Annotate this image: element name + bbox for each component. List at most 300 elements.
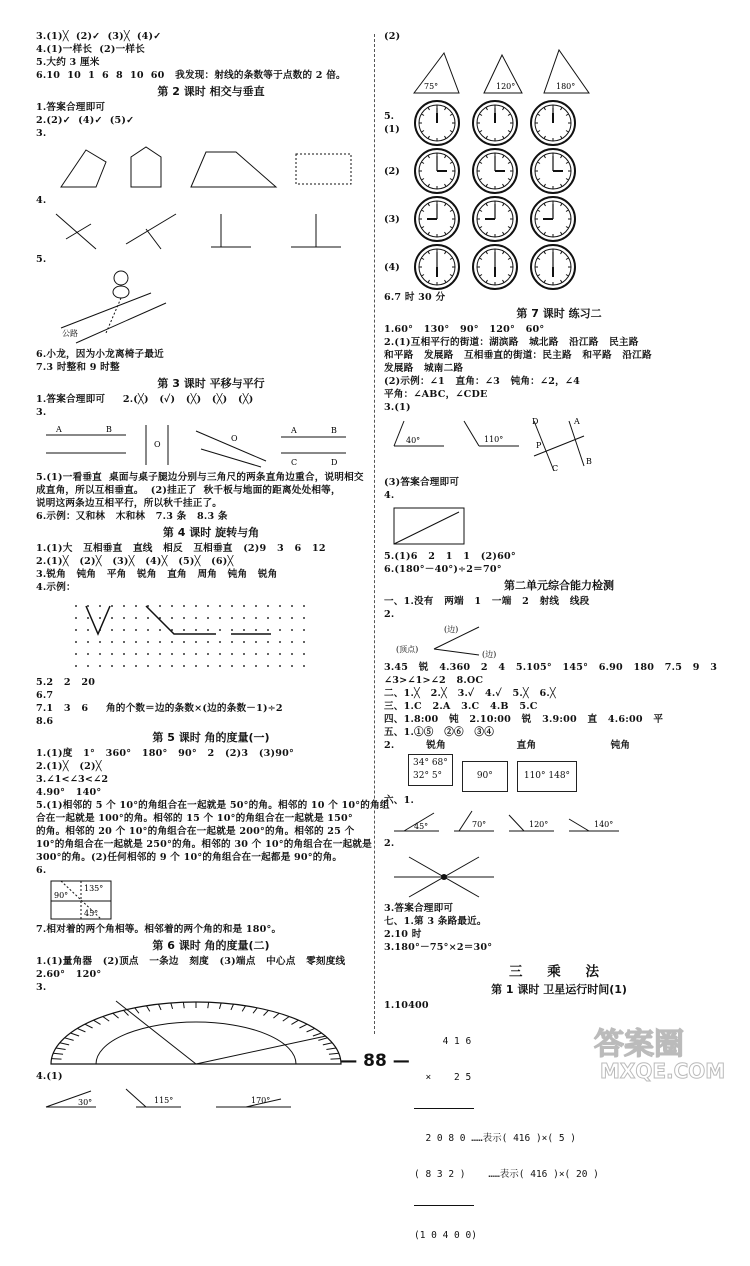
- answer-line: 5.(1)一看垂直 桌面与桌子腿边分别与三角尺的两条直角边重合，说明相交: [36, 472, 364, 483]
- grid-dot: [207, 617, 209, 619]
- grid-dot: [195, 665, 197, 667]
- answer-line: 3.(1): [384, 402, 411, 413]
- grid-dot: [159, 605, 161, 607]
- angle-label: 135°: [84, 884, 104, 893]
- grid-dot: [279, 629, 281, 631]
- grid-dot: [303, 653, 305, 655]
- answer-line: 和平路 发展路 互相垂直的街道：民主路 和平路 沿江路: [384, 350, 652, 361]
- grid-dot: [231, 665, 233, 667]
- answer-line: 4.(1)一样长 (2)一样长: [36, 44, 145, 55]
- angle-label: 170°: [251, 1096, 271, 1105]
- lesson-6-title: 第 6 课时 角的度量(二): [152, 939, 270, 952]
- lesson-5-title: 第 5 课时 角的度量(一): [152, 731, 270, 744]
- angle-part-label: (边): [482, 650, 497, 659]
- grid-dot: [195, 641, 197, 643]
- grid-dot: [255, 629, 257, 631]
- protractor-tick: [219, 1003, 221, 1009]
- monkey-road-figure: [36, 268, 356, 346]
- answer-line: 5.大约 3 厘米: [36, 57, 100, 68]
- grid-dot: [255, 653, 257, 655]
- grid-dot: [183, 641, 185, 643]
- clock-row: [384, 195, 734, 243]
- angle-label: 140°: [594, 820, 614, 829]
- protractor-tick: [85, 1024, 93, 1028]
- grid-dot: [159, 653, 161, 655]
- clock-icons: [412, 147, 612, 195]
- shapes-figure: [36, 142, 356, 192]
- obtuse-box: 110° 148°: [517, 761, 577, 792]
- grid-dot: [291, 653, 293, 655]
- grid-dot: [75, 653, 77, 655]
- protractor-tick: [124, 1010, 129, 1015]
- clock-icon: [531, 101, 575, 145]
- perpendicular-figure: [36, 209, 356, 251]
- answer-line: 6.示例：又和林 木和林 7.3 条 8.3 条: [36, 511, 228, 522]
- protractor-tick: [56, 1048, 66, 1050]
- watermark-text: 答案圈: [594, 1027, 684, 1062]
- clock-icon: [531, 149, 575, 193]
- grid-dot: [87, 641, 89, 643]
- grid-dot: [75, 629, 77, 631]
- grid-dot: [111, 629, 113, 631]
- unit-3-lesson-1-title: 第 1 课时 卫星运行时间(1): [491, 983, 627, 996]
- grid-dot: [303, 665, 305, 667]
- grid-dot: [183, 653, 185, 655]
- answer-line: (2)示例：∠1 直角：∠3 钝角：∠2，∠4: [384, 376, 580, 387]
- angle-label: 70°: [472, 820, 487, 829]
- angle-label: 120°: [496, 82, 516, 91]
- answer-line: 5.(1)6 2 1 1 (2)60°: [384, 551, 516, 562]
- answer-line: 合在一起就是 100°的角。相邻的 15 个 10°的角组合在一起就是 150°: [36, 813, 353, 824]
- point-label: O: [154, 440, 161, 449]
- answer-line: 1.(1)度 1° 360° 180° 90° 2 (2)3 (3)90°: [36, 748, 294, 759]
- grid-dot: [255, 617, 257, 619]
- answer-line: 4.(1): [36, 1071, 63, 1082]
- calc-line: 4 1 6: [414, 1036, 472, 1047]
- lesson-4-title: 第 4 课时 旋转与角: [162, 526, 260, 539]
- protractor-tick: [135, 1008, 139, 1013]
- answer-line: 6.小龙，因为小龙离椅子最近: [36, 349, 164, 360]
- grid-dot: [135, 641, 137, 643]
- grid-dot: [243, 629, 245, 631]
- answer-line: 5.(1)相邻的 5 个 10°的角组合在一起就是 50°的角。相邻的 10 个 10°的角组: [36, 800, 390, 811]
- grid-dot: [195, 617, 197, 619]
- point-label: B: [586, 457, 592, 466]
- protractor-tick: [313, 1033, 322, 1036]
- measured-angles-figure: [36, 1085, 356, 1111]
- answer-line: 8.6: [36, 716, 54, 727]
- angle-label: 115°: [154, 1096, 174, 1105]
- grid-dot: [243, 665, 245, 667]
- clock-icon: [415, 149, 459, 193]
- protractor-tick: [158, 1004, 161, 1010]
- grid-dot: [231, 629, 233, 631]
- grid-dot: [123, 629, 125, 631]
- answer-line: 2.(1)╳ (2)╳ (3)╳ (4)╳ (5)╳ (6)╳: [36, 556, 234, 567]
- answer-line: 平角：∠ABC，∠CDE: [384, 389, 488, 400]
- grid-dot: [267, 617, 269, 619]
- grid-dot: [219, 653, 221, 655]
- grid-dot: [303, 617, 305, 619]
- grid-dot: [111, 665, 113, 667]
- angles-lines-figure: [384, 416, 704, 474]
- grid-dot: [147, 653, 149, 655]
- protractor-tick: [60, 1043, 69, 1045]
- grid-dot: [135, 665, 137, 667]
- point-label: A: [291, 426, 297, 435]
- grid-dot: [231, 641, 233, 643]
- grid-dot: [219, 641, 221, 643]
- clock-icons: [412, 99, 612, 147]
- clock-icons: [412, 243, 612, 291]
- angle-label: 180°: [556, 82, 576, 91]
- grid-dot: [267, 605, 269, 607]
- clock-icon: [473, 149, 517, 193]
- protractor-tick: [326, 1048, 336, 1050]
- grid-dot: [303, 629, 305, 631]
- grid-dot: [123, 641, 125, 643]
- grid-dot: [219, 629, 221, 631]
- answer-line: 4.: [36, 195, 47, 206]
- answer-line: (2): [384, 31, 401, 42]
- grid-dot: [243, 641, 245, 643]
- answer-line: 1.(1)大 互相垂直 直线 相反 互相垂直 (2)9 3 6 12: [36, 543, 326, 554]
- grid-dot: [183, 665, 185, 667]
- grid-dot: [159, 641, 161, 643]
- clock-icon: [531, 197, 575, 241]
- grid-dot: [99, 617, 101, 619]
- answer-line: 5.2 2 20: [36, 677, 96, 688]
- protractor-tick: [113, 1013, 119, 1018]
- grid-dot: [195, 605, 197, 607]
- grid-dot: [303, 641, 305, 643]
- answer-line: 3.180°－75°×2＝30°: [384, 942, 493, 953]
- grid-dot: [279, 641, 281, 643]
- answer-line: 2.10 时: [384, 929, 422, 940]
- grid-dot: [279, 665, 281, 667]
- calc-line: × 2 5: [414, 1072, 472, 1083]
- answer-line: 2.: [384, 609, 395, 620]
- grid-dot: [183, 605, 185, 607]
- grid-dot: [267, 641, 269, 643]
- grid-dot: [243, 617, 245, 619]
- answer-line: 6.(180°－40°)÷2＝70°: [384, 564, 502, 575]
- grid-dot: [255, 665, 257, 667]
- grid-dot: [147, 641, 149, 643]
- protractor-tick: [77, 1028, 85, 1031]
- grid-dot: [159, 629, 161, 631]
- grid-dot: [207, 653, 209, 655]
- answer-line: 7.相对着的两个角相等。相邻着的两个角的和是 180°。: [36, 924, 282, 935]
- grid-dot: [75, 641, 77, 643]
- drawn-angles-figure: [384, 809, 704, 835]
- grid-dot: [207, 641, 209, 643]
- grid-dot: [291, 617, 293, 619]
- point-label: P: [536, 441, 542, 450]
- lesson-2-title: 第 2 课时 相交与垂直: [157, 85, 265, 98]
- answer-line: (3)答案合理即可: [384, 477, 460, 488]
- protractor-tick: [93, 1020, 100, 1024]
- answer-line: 说明这两条边互相平行，所以秋千挂正了。: [36, 498, 223, 509]
- protractor-tick: [183, 1002, 184, 1008]
- angle-label: 120°: [529, 820, 549, 829]
- triangle-rulers-figure: [384, 45, 704, 97]
- point-label: O: [231, 434, 238, 443]
- grid-dot: [147, 665, 149, 667]
- calc-rule: [414, 1205, 474, 1206]
- answer-line: 发展路 城南二路: [384, 363, 464, 374]
- grid-dot: [207, 605, 209, 607]
- clock-icon: [473, 101, 517, 145]
- answer-line: 2.(1)互相平行的街道：湖滨路 城北路 沿江路 民主路: [384, 337, 639, 348]
- page-number: — 88 —: [340, 1051, 410, 1071]
- grid-dot: [267, 653, 269, 655]
- grid-dot: [111, 641, 113, 643]
- grid-dot: [147, 617, 149, 619]
- grid-dot: [171, 617, 173, 619]
- answer-line: 三、1.C 2.A 3.C 4.B 5.C: [384, 701, 538, 712]
- grid-dot: [99, 641, 101, 643]
- page-number-value: 88: [363, 1051, 387, 1071]
- answer-line: 3.答案合理即可: [384, 903, 454, 914]
- answer-line: 3.: [36, 407, 47, 418]
- protractor-tick: [283, 1017, 289, 1022]
- answer-line: 1.答案合理即可 2.(╳) (✓) (╳) (╳) (╳): [36, 394, 254, 405]
- grid-dot: [279, 605, 281, 607]
- angle-boxes: [408, 754, 734, 792]
- grid-dot: [147, 629, 149, 631]
- grid-dot: [135, 653, 137, 655]
- point-label: B: [106, 425, 112, 434]
- clock-row-label: 5.(1): [384, 111, 400, 135]
- grid-dot: [183, 629, 185, 631]
- rectangle-figure: [384, 504, 704, 548]
- answer-line: 2.60° 120°: [36, 969, 102, 980]
- grid-dot: [87, 629, 89, 631]
- grid-dot: [279, 617, 281, 619]
- grid-dot: [123, 605, 125, 607]
- protractor-tick: [242, 1006, 245, 1012]
- angle-part-label: (边): [444, 625, 459, 634]
- answer-line: 4.示例：: [36, 582, 76, 593]
- answer-line: 3.锐角 钝角 平角 锐角 直角 周角 钝角 锐角: [36, 569, 278, 580]
- protractor-tick: [253, 1008, 257, 1013]
- point-label: B: [331, 426, 337, 435]
- lesson-7-title: 第 7 课时 练习二: [516, 307, 602, 320]
- grid-dot: [135, 605, 137, 607]
- grid-dot: [171, 665, 173, 667]
- angle-label: 90°: [54, 891, 69, 900]
- grid-dot: [75, 617, 77, 619]
- grid-dot: [183, 617, 185, 619]
- grid-dot: [87, 653, 89, 655]
- answer-line: 2.(1)╳ (2)╳: [36, 761, 102, 772]
- point-label: C: [291, 458, 298, 467]
- answer-line: 六、1.: [384, 795, 415, 806]
- protractor-tick: [264, 1010, 269, 1015]
- clock-row-label: (4): [384, 261, 400, 273]
- acute-box: [408, 754, 453, 786]
- answer-line: 1.(1)量角器 (2)顶点 一条边 刻度 (3)端点 中心点 零刻度线: [36, 956, 346, 967]
- answer-line: 1.60° 130° 90° 120° 60°: [384, 324, 545, 335]
- protractor-tick: [291, 1020, 298, 1024]
- answer-line: 七、1.第 3 条路最近。: [384, 916, 487, 927]
- grid-dot: [291, 605, 293, 607]
- clock-icons: [412, 195, 612, 243]
- grid-dot: [219, 617, 221, 619]
- grid-dot: [267, 665, 269, 667]
- grid-dot: [219, 605, 221, 607]
- grid-dot: [99, 653, 101, 655]
- answer-line: 五、1.①⑤ ②⑥ ③④: [384, 727, 495, 738]
- grid-dot: [219, 665, 221, 667]
- protractor-tick: [65, 1038, 74, 1041]
- grid-dot: [267, 629, 269, 631]
- answer-line: 300°的角。(2)任何相邻的 9 个 10°的角组合在一起都是 90°的角。: [36, 852, 343, 863]
- grid-dot: [291, 665, 293, 667]
- angle-label: 45°: [84, 909, 99, 918]
- protractor-tick: [299, 1024, 307, 1028]
- protractor-tick: [171, 1003, 173, 1009]
- grid-dot: [87, 605, 89, 607]
- clock-icon: [415, 245, 459, 289]
- road-label: 公路: [62, 329, 78, 338]
- grid-dot: [231, 653, 233, 655]
- grid-dot: [171, 605, 173, 607]
- protractor-tick: [208, 1002, 209, 1008]
- protractor-tick: [146, 1006, 149, 1012]
- answer-line: 4.: [384, 490, 395, 501]
- clock-row: [384, 243, 734, 291]
- grid-dot: [255, 605, 257, 607]
- grid-dot: [123, 653, 125, 655]
- clock-row-label: (3): [384, 213, 400, 225]
- answer-line: 7.3 时整和 9 时整: [36, 362, 120, 373]
- clock-row: [384, 99, 734, 147]
- grid-dot: [195, 629, 197, 631]
- grid-dot: [75, 665, 77, 667]
- grid-dot: [99, 605, 101, 607]
- answer-line: 7.1 3 6 角的个数＝边的条数×(边的条数－1)÷2: [36, 703, 283, 714]
- grid-dot: [243, 653, 245, 655]
- answer-line: 2. 锐角 直角 钝角: [384, 740, 631, 751]
- answer-line: 1.答案合理即可: [36, 102, 106, 113]
- grid-dot: [123, 665, 125, 667]
- clock-icon: [473, 245, 517, 289]
- grid-dot: [123, 617, 125, 619]
- protractor-tick: [318, 1038, 327, 1041]
- watermark-logo: [586, 1020, 746, 1085]
- box-text: 32° 5°: [413, 771, 443, 781]
- grid-dot: [135, 629, 137, 631]
- grid-dot: [207, 665, 209, 667]
- grid-dot: [171, 653, 173, 655]
- calc-line: 2 0 8 0 ……表示( 416 )×( 5 ): [414, 1133, 576, 1144]
- answer-line: 6.10 10 1 6 8 10 60 我发现：射线的条数等于点数的 2 倍。: [36, 70, 346, 81]
- protractor-tick: [273, 1013, 279, 1018]
- clock-icon: [415, 101, 459, 145]
- answer-line: 5.: [36, 254, 47, 265]
- angle-label: 40°: [406, 436, 421, 445]
- grid-dot: [111, 605, 113, 607]
- grid-dot: [207, 629, 209, 631]
- grid-dot: [159, 665, 161, 667]
- answer-line: 二、1.╳ 2.╳ 3.✓ 4.✓ 5.╳ 6.╳: [384, 688, 556, 699]
- protractor-tick: [231, 1004, 234, 1010]
- unit-3-title: 三 乘 法: [509, 964, 609, 980]
- clock-icon: [531, 245, 575, 289]
- grid-dot: [291, 629, 293, 631]
- grid-dot: [291, 641, 293, 643]
- answer-line: 3.45 锐 4.360 2 4 5.105° 145° 6.90 180 7.5 9 3: [384, 662, 718, 673]
- grid-dot: [231, 617, 233, 619]
- answer-line: 3.∠1<∠3<∠2: [36, 774, 109, 785]
- protractor-tick: [103, 1017, 109, 1022]
- answer-line: ∠3>∠1>∠2 8.OC: [384, 675, 484, 686]
- parallel-figure: [36, 421, 356, 469]
- answer-line: 6.: [36, 865, 47, 876]
- point-label: D: [331, 458, 338, 467]
- dot-grid-figure: [36, 596, 356, 674]
- grid-dot: [243, 605, 245, 607]
- answer-line: 四、1.8:00 钝 2.10:00 锐 3.9:00 直 4.6:00 平: [384, 714, 664, 725]
- calc-rule: [414, 1108, 474, 1109]
- grid-dot: [135, 617, 137, 619]
- answer-line: 3.: [36, 128, 47, 139]
- answer-line: 2.(2)✓ (4)✓ (5)✓: [36, 115, 135, 126]
- point-label: A: [574, 417, 580, 426]
- angle-parts-figure: [384, 623, 704, 659]
- answer-line: 一、1.没有 两端 1 一端 2 射线 线段: [384, 596, 590, 607]
- clock-icon: [473, 197, 517, 241]
- answer-line: 4.90° 140°: [36, 787, 102, 798]
- grid-dot: [195, 653, 197, 655]
- answer-line: 3.: [36, 982, 47, 993]
- grid-dot: [231, 605, 233, 607]
- protractor-tick: [323, 1043, 332, 1045]
- box-text: 34° 68°: [413, 758, 448, 768]
- calc-line: (1 0 4 0 0): [414, 1230, 477, 1241]
- answer-line: 1.10400: [384, 1000, 429, 1011]
- clock-icon: [415, 197, 459, 241]
- answer-line: 的角。相邻的 20 个 10°的角组合在一起就是 200°的角。相邻的 25 个: [36, 826, 355, 837]
- grid-dot: [111, 653, 113, 655]
- angle-label: 75°: [424, 82, 439, 91]
- grid-dot: [171, 641, 173, 643]
- protractor-tick: [307, 1028, 315, 1031]
- answer-line: 2.: [384, 838, 395, 849]
- point-label: C: [552, 464, 559, 473]
- answer-line: 6.7 时 30 分: [384, 292, 446, 303]
- point-label: D: [532, 417, 539, 426]
- grid-dot: [279, 653, 281, 655]
- angle-label: 45°: [414, 822, 429, 831]
- answer-line: 10°的角组合在一起就是 250°的角。相邻的 30 个 10°的角组合在一起就是: [36, 839, 372, 850]
- angle-label: 110°: [484, 435, 504, 444]
- grid-dot: [303, 605, 305, 607]
- clock-row: [384, 147, 734, 195]
- grid-dot: [87, 665, 89, 667]
- calc-line: ( 8 3 2 ) ……表示( 416 )×( 20 ): [414, 1169, 599, 1180]
- grid-dot: [99, 665, 101, 667]
- answer-line: 3.(1)╳ (2)✓ (3)╳ (4)✓: [36, 31, 162, 42]
- watermark-text: MXQE.COM: [600, 1059, 726, 1083]
- angle-part-label: (顶点): [396, 645, 419, 654]
- answer-line: 成直角，所以互相垂直。 (2)挂正了 秋千板与地面的距离处处相等，: [36, 485, 341, 496]
- protractor-tick: [70, 1033, 79, 1036]
- right-box: 90°: [462, 761, 508, 792]
- angle-label: 30°: [78, 1098, 93, 1107]
